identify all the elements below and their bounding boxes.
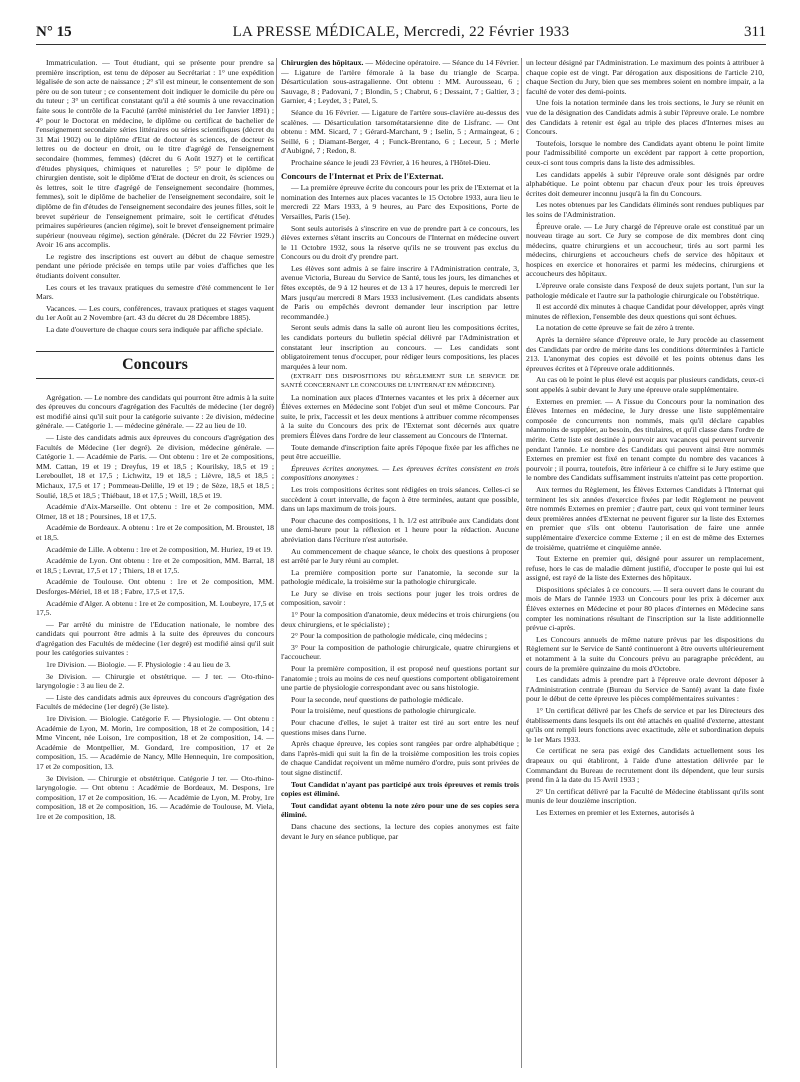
paragraph: — Liste des candidats admis aux épreuves du concours d'agrégation des Facultés de Médecine (1er degré). 2e division, médecine générale. — Catégorie 1. — Académie de Paris. — Ont obtenu : 1re et 2e compositions, MM. Cattan, 19 et 19 ; Dreyfus, 19 et 18,5 ; Kourilsky, 18,5 et 19 ; Lereboullet, 18 et 17,5 ; Lichwitz, 19 et 18,5 ; Lièvre, 18,5 et 18,5 ; Michaux, 17,5 et 17 ; Pommeau-Delille, 19 et 19 ; de Sèze, 18,5 et 18,5 ; Soulié, 18,5 et 18,5 ; Thiébaut, 18 et 17,5 ; Weill, 18,5 et 19. (36, 433, 274, 500)
paragraph: Aux termes du Règlement, les Élèves Externes Candidats à l'Internat qui terminent les six années d'exercice fixées par ledit Règlement ne peuvent être nommés Externes en premier ; d'autre part, ceux qui vont terminer leurs deux premières années d'Externat ne peuvent figurer sur la liste des Externes en premier que s'ils ont obtenu l'autorisation de faire une année supplémentaire d'exercice comme Externe ; il en est de même des Externes de troisième, quatrième et cinquième année. (526, 484, 764, 552)
paragraph: Au cas où le point le plus élevé est acquis par plusieurs candidats, ceux-ci sont appelés à subir devant le Jury une épreuve orale supplémentaire. (526, 375, 764, 394)
paragraph: 2° Un certificat délivré par la Faculté de Médecine établissant qu'ils sont munis de leur douzième inscription. (526, 786, 764, 806)
page-header (36, 24, 766, 45)
paragraph: Académie de Bordeaux. A obtenu : 1re et 2e composition, M. Broustet, 18 et 18,5. (36, 523, 274, 542)
column-divider (521, 58, 522, 1068)
section-title-chirurgien: Chirurgien des hôpitaux. (281, 58, 364, 67)
paragraph: Épreuve orale. — Le Jury chargé de l'épreuve orale est constitué par un nouveau tirage au sort. Ce Jury se compose de dix membres dont cinq médecins, quatre chirurgiens et un accoucheur, tirés au sort parmi les médecins, chirurgiens et accoucheurs chefs de service des hôpitaux et hospices en exercice et honoraires et parmi les médecins, chirurgiens et accoucheurs des hôpitaux. (526, 221, 764, 279)
paragraph: Les notes obtenues par les Candidats éliminés sont rendues publiques par les soins de l'Administration. (526, 200, 764, 219)
paragraph: Les Externes en premier et les Externes, autorisés à (536, 807, 695, 817)
paragraph: Les candidats appelés à subir l'épreuve orale sont désignés par ordre alphabétique. Le point obtenu par chacun d'eux pour les trois épreuves écrites doit demeurer inconnu jusqu'à la fin du Concours. (526, 169, 764, 198)
paragraph: — Par arrêté du ministre de l'Education nationale, le nombre des candidats qui pourront être admis à la suite des épreuves du concours d'agrégation des Facultés de médecine (1er degré) est modifié ainsi qu'il suit pour les catégories suivantes : (36, 619, 274, 658)
paragraph: Dans chacune des sections, la lecture des copies anonymes est faite devant le Jury en séance publique, par (281, 821, 519, 841)
paragraph: Académie de Lyon. Ont obtenu : 1re et 2e composition, MM. Barral, 18 et 18,5 ; Levrat, 17,5 et 17 ; Thiers, 18 et 17,5. (36, 556, 274, 575)
paragraph: Dispositions spéciales à ce concours. — Il sera ouvert dans le courant du mois de Mars de l'année 1933 un Concours pour les prix à décerner aux Élèves externes en Médecine et pour 80 places d'internes en Médecine sans compter les nominations résultant de l'inscription sur la liste additionnelle prévue ci-après. (526, 584, 764, 633)
paragraph: Séance du 16 Février. — Ligature de l'artère sous-clavière au-dessus des scalènes. — Désarticulation tarsométatarsienne dite de Lisfranc. — Ont obtenu : MM. Sicard, 7 ; Gérard-Marchant, 9 ; Iselin, 5 ; Armaingeat, 6 ; Seillé, 6 ; Diamant-Berger, 4 ; Funck-Brentano, 6 ; Leceur, 5 ; Merle d'Aubigné, 7 ; Redon, 8. (281, 107, 519, 156)
column-left (36, 58, 274, 1068)
paragraph: Académie de Lille. A obtenu : 1re et 2e composition, M. Huriez, 19 et 19. (46, 544, 273, 554)
paragraph: Externes en premier. — A l'issue du Concours pour la nomination des Élèves Internes en médecine, le Jury dresse une liste supplémentaire composée de concurrents non nommés, mais qu'il déclare capables néanmoins de suppléer, au besoin, des titulaires, et qu'il classe dans l'ordre de mérite. Cette liste est destinée à pourvoir aux vacances qui peuvent survenir pendant l'année. Le nombre des Candidats qui peuvent ainsi être nommés Externes en premier est fixé en tenant compte du nombre des vacances à pourvoir ; il pourra, toutefois, être inférieur à ce chiffre si le Jury estime que le nombre des Candidats suffisamment instruits n'atteint pas cette proportion. (526, 396, 764, 483)
paragraph: — Médecine opératoire. — Séance du 14 Février. — Ligature de l'artère fémorale à la base du triangle de Scarpa. Désarticulation sous-astragalienne. Ont obtenu : MM. Aurousseau, 6 ; Sauvage, 8 ; Padovani, 7 ; Blondin, 5 ; Chabrut, 6 ; Dessaint, 7 ; Galtier, 3 ; Garnier, 4 ; Leydet, 3 ; Patel, 5. (281, 58, 519, 106)
column-divider (276, 58, 277, 1068)
paragraph: Le registre des inscriptions est ouvert au début de chaque semestre pendant une période précisée en temps utile par voies d'affiches que les étudiants doivent consulter. (36, 251, 274, 281)
paragraph: Toutefois, lorsque le nombre des Candidats ayant obtenu le point limite pour l'admissibilité comporte un excédent par rapport à cette proportion, ceux-ci sont tous compris dans la liste des admissibles. (526, 138, 764, 167)
paragraph: Pour chacune des compositions, 1 h. 1/2 est attribuée aux Candidats dont une demi-heure pour la réflexion et 1 heure pour la rédaction. Aucune abréviation dans l'écriture n'est autorisée. (281, 515, 519, 544)
paragraph: Les candidats admis à prendre part à l'épreuve orale devront déposer à l'Administration centrale (Bureau du Service de Santé) avant la date fixée pour le début de cette épreuve les pièces complémentaires suivantes : (526, 675, 764, 704)
section-title-internat: Concours de l'Internat et Prix de l'Externat. (281, 170, 444, 181)
paragraph: un lecteur désigné par l'Administration. Le maximum des points à attribuer à chaque copie est de vingt. Par dérogation aux dispositions de l'article 210, chaque Section du Jury, bien que ses membres soient en nombre impair, a la faculté de voter des demi-points. (526, 58, 764, 96)
paragraph: 1re Division. — Biologie. Catégorie F. — Physiologie. — Ont obtenu : Académie de Lyon, M. Morin, 1re composition, 18 et 2e composition, 14 ; Mme Vincent, née Loison, 1re composition, 18 et 2e composition, 14. — Académie de Montpellier, M. Gondard, 1re composition, 17 et 2e composition, 15. — Académie de Nancy, Mlle Hennequin, 1re composition, 17 et 2e composition, 13. (36, 714, 274, 771)
paragraph: Immatriculation. — Tout étudiant, qui se présente pour prendre sa première inscription, est tenu de déposer au Secrétariat : 1° une expédition légalisée de son acte de naissance ; 2° s'il est mineur, le consentement de son père ou de son tuteur ; ce consentement doit indiquer le domicile du père ou du tuteur ; 3° un certificat constatant qu'il a été soumis à une revaccination faite sous le contrôle de la Faculté (arrêté ministériel du 1er Janvier 1891) ; 4° pour le Doctorat en médecine, le diplôme ou certificat de bachelier de l'enseignement secondaire séries littéraires ou séries scientifiques (décret du 31 Mai 1902) ou le diplôme d'Etat de docteur ès sciences, de docteur ès lettres ou de docteur en droit, ou le titre d'agrégé de l'enseignement secondaire (hommes, femmes) (décret du 6 Août 1927) et le certificat d'études physiques, chimiques et naturelles ; 5° pour le diplôme de chirurgien dentiste, soit le diplôme d'Etat de docteur en droit, ès sciences ou ès lettres, soit le titre d'agrégé de l'enseignement secondaire (hommes, femmes), soit le diplôme de bachelier de l'enseignement secondaire, soit le diplôme de fin d'études de l'enseignement secondaire des jeunes filles, soit le brevet supérieur de l'enseignement primaire, soit le certificat d'études primaires supérieures (ancien régime), soit le brevet d'enseignement primaire supérieur (nouveau régime), section générale. (Décret du 22 Février 1929.) Avoir 16 ans accomplis. (36, 58, 274, 250)
paragraph: Une fois la notation terminée dans les trois sections, le Jury se réunit en vue de la désignation des Candidats admis à subir l'épreuve orale. Le nombre des Candidats à retenir est égal au triple des places d'Internes mises au Concours. (526, 98, 764, 137)
paragraph: Seront seuls admis dans la salle où auront lieu les compositions écrites, les candidats porteurs du bulletin spécial délivré par l'Administration et constatant leur inscription au concours. — Les candidats sont obligatoirement tenus d'occuper, pour rédiger leurs compositions, les places marquées à leur nom. (281, 323, 519, 371)
paragraph: Prochaine séance le jeudi 23 Février, à 16 heures, à l'Hôtel-Dieu. (291, 157, 491, 167)
paragraph: Tout Candidat n'ayant pas participé aux trois épreuves et remis trois copies est éliminé. (281, 779, 519, 799)
paragraph: Épreuves écrites anonymes. — Les épreuves écrites consistent en trois compositions anonymes : (281, 463, 519, 483)
paragraph: Les trois compositions écrites sont rédigées en trois séances. Celles-ci se succèdent à court intervalle, de façon à être terminées, autant que possible, dans un laps maximum de trois jours. (281, 484, 519, 514)
paragraph: 1° Pour la composition d'anatomie, deux médecins et trois chirurgiens (ou deux chirurgiens, et le spécialiste) ; (281, 610, 519, 629)
paragraph: 2° Pour la composition de pathologie médicale, cinq médecins ; (291, 631, 488, 641)
regulation-note: (EXTRAIT DES DISPOSITIONS DU RÈGLEMENT SUR LE SERVICE DE SANTÉ CONCERNANT LE CONCOURS DE L'INTERNAT EN MÉDECINE). (281, 373, 519, 389)
paragraph: 3° Pour la composition de pathologie chirurgicale, quatre chirurgiens et l'accoucheur. (281, 642, 519, 662)
paragraph: La notation de cette épreuve se fait de zéro à trente. (536, 323, 695, 333)
paragraph: Il est accordé dix minutes à chaque Candidat pour développer, après vingt minutes de réflexion, l'ensemble des deux questions qui sont échues. (526, 302, 764, 321)
paragraph: 1re Division. — Biologie. — F. Physiologie : 4 au lieu de 3. (46, 660, 231, 670)
paragraph: Agrégation. — Le nombre des candidats qui pourront être admis à la suite des épreuves du concours d'agrégation des Facultés de médecine (1er degré) est modifié ainsi qu'il suit pour la catégorie suivante : 2e division, médecine générale. — Catégorie 1. — médecine générale. — 22 au lieu de 10. (36, 392, 274, 431)
paragraph: Académie d'Aix-Marseille. Ont obtenu : 1re et 2e composition, MM. Olmer, 18 et 18 ; Poursines, 18 et 17,5. (36, 502, 274, 521)
paragraph: 3e Division. — Chirurgie et obstétrique. — J ter. — Oto-rhino-laryngologie : 3 au lieu de 2. (36, 671, 274, 691)
paragraph: Le Jury se divise en trois sections pour juger les trois ordres de composition, savoir : (281, 588, 519, 608)
paragraph: Académie de Toulouse. Ont obtenu : 1re et 2e composition, MM. Desforges-Mériel, 18 et 18 ; Fabre, 17,5 et 17,5. (36, 577, 274, 596)
paragraph: Après chaque épreuve, les copies sont rangées par ordre alphabétique ; dans l'après-midi qui suit la fin de la troisième composition les trois copies de chaque Candidat reçoivent un même numéro d'ordre, puis sont privées de tout signe distinctif. (281, 739, 519, 777)
paragraph: La première composition porte sur l'anatomie, la seconde sur la pathologie médicale, la troisième sur la pathologie chirurgicale. (281, 567, 519, 587)
paragraph: Pour la seconde, neuf questions de pathologie médicale. (291, 694, 464, 704)
paragraph: — La première épreuve écrite du concours pour les prix de l'Externat et la nomination des Internes aux places vacantes le 15 Octobre 1933, aura lieu le mercredi 22 Mars 1933, à 9 heures, au Parc des Expositions, Porte de Versailles, Paris (15e). (281, 183, 519, 221)
paragraph: Les élèves sont admis à se faire inscrire à l'Administration centrale, 3, avenue Victoria, Bureau du Service de Santé, tous les jours, les dimanches et fêtes exceptés, de 9 à 12 heures et de 13 à 17 heures, depuis le mercredi 1er Mars jusqu'au mercredi 8 Mars 1933 inclusivement. (Les candidats absents de Paris ou empêchés devront demander leur inscription par lettre recommandée.) (281, 263, 519, 321)
paragraph: — Liste des candidats admis aux épreuves du concours d'agrégation des Facultés de médecine (1er degré) (3e liste). (36, 692, 274, 712)
paragraph: Ce certificat ne sera pas exigé des Candidats actuellement sous les drapeaux ou qui établiront, à l'aide d'une attestation délivrée par le Commandant du Bureau de recrutement dont ils dépendent, que leur sursis prend fin à la date du 15 Avril 1933 ; (526, 746, 764, 785)
paragraph: L'épreuve orale consiste dans l'exposé de deux sujets portant, l'un sur la pathologie médicale et l'autre sur la pathologie chirurgicale ou l'obstétrique. (526, 281, 764, 300)
paragraph: La date d'ouverture de chaque cours sera indiquée par affiche spéciale. (46, 325, 264, 335)
paragraph: Vacances. — Les cours, conférences, travaux pratiques et stages vaquent du 1er Août au 2 Novembre (art. 43 du décret du 28 Décembre 1885). (36, 303, 274, 323)
paragraph: Sont seuls autorisés à s'inscrire en vue de prendre part à ce concours, les élèves externes s'étant inscrits au Concours de l'Internat en médecine ouvert le 11 Octobre 1932, sous la réserve qu'ils ne se trouvent pas exclus du Concours ou du droit d'y prendre part. (281, 223, 519, 262)
issue-number: N° 15 (36, 24, 72, 40)
paragraph: Au commencement de chaque séance, le choix des questions à proposer est arrêté par le Jury réuni au complet. (281, 546, 519, 566)
paragraph: 1° Un certificat délivré par les Chefs de service et par les Directeurs des établissements dans lesquels ils ont été attachés en qualité d'externe, attestant qu'ils ont rempli leurs fonctions avec exactitude, zèle et subordination depuis le 1er Mars 1933. (526, 706, 764, 744)
paragraph: Tout candidat ayant obtenu la note zéro pour une de ses copies sera éliminé. (281, 800, 519, 820)
paragraph: 3e Division. — Chirurgie et obstétrique. Catégorie J ter. — Oto-rhino-laryngologie. — Ont obtenu : Académie de Bordeaux, M. Despons, 1re composition, 17 et 2e composition, 16. — Académie de Lyon, M. Proby, 1re composition, 18 et 2e composition, 16. — Académie de Toulouse, M. Viela, 1re et 2e composition, 18. (36, 773, 274, 821)
section-heading-concours: Concours (36, 351, 274, 379)
journal-title: LA PRESSE MÉDICALE, Mercredi, 22 Février 1933 (232, 24, 570, 40)
page-number: 311 (744, 24, 766, 40)
paragraph: Pour chacune d'elles, le sujet à traiter est tiré au sort entre les neuf questions mises dans l'urne. (281, 718, 519, 737)
paragraph: La nomination aux places d'Internes vacantes et les prix à décerner aux Élèves externes en Médecine sont l'objet d'un seul et même Concours. Par suite, le prix, l'accessit et les deux mentions à attribuer comme récompenses à la suite du Concours des prix de l'Externat sont décernés aux quatre premiers Élèves dans l'ordre de leur classement au Concours de l'Internat. (281, 392, 519, 440)
paragraph: Après la dernière séance d'épreuve orale, le Jury procède au classement des Candidats par ordre de mérite dans les conditions déterminées à l'article 213. L'anonymat des copies est dévoilé et les points obtenus dans les épreuves écrites et à l'épreuve orale additionnés. (526, 335, 764, 373)
paragraph: Pour la troisième, neuf questions de pathologie chirurgicale. (291, 706, 476, 716)
paragraph: Les cours et les travaux pratiques du semestre d'été commencent le 1er Mars. (36, 282, 274, 302)
column-middle (281, 58, 519, 1068)
paragraph: Les Concours annuels de même nature prévus par les dispositions du Règlement sur le Service de Santé continueront à être ouverts ultérieurement et notamment à la suite du Concours prévu au paragraphe précédent, au cours de la première quinzaine du mois d'Octobre. (526, 634, 764, 673)
column-right (526, 58, 764, 1068)
paragraph: Pour la première composition, il est proposé neuf questions portant sur l'anatomie ; trois au moins de ces neuf questions comportent obligatoirement une partie de physiologie correspondant avec ou sans histologie. (281, 664, 519, 693)
paragraph: Tout Externe en premier qui, désigné pour assurer un remplacement, refuse, hors le cas de maladie dûment justifié, d'occuper le poste qui lui est assigné, est rayé de la liste des Externes des hôpitaux. (526, 554, 764, 583)
paragraph: Toute demande d'inscription faite après l'époque fixée par les affiches ne peut être accueillie. (281, 442, 519, 462)
paragraph: Académie d'Alger. A obtenu : 1re et 2e composition, M. Loubeyre, 17,5 et 17,5. (36, 598, 274, 618)
